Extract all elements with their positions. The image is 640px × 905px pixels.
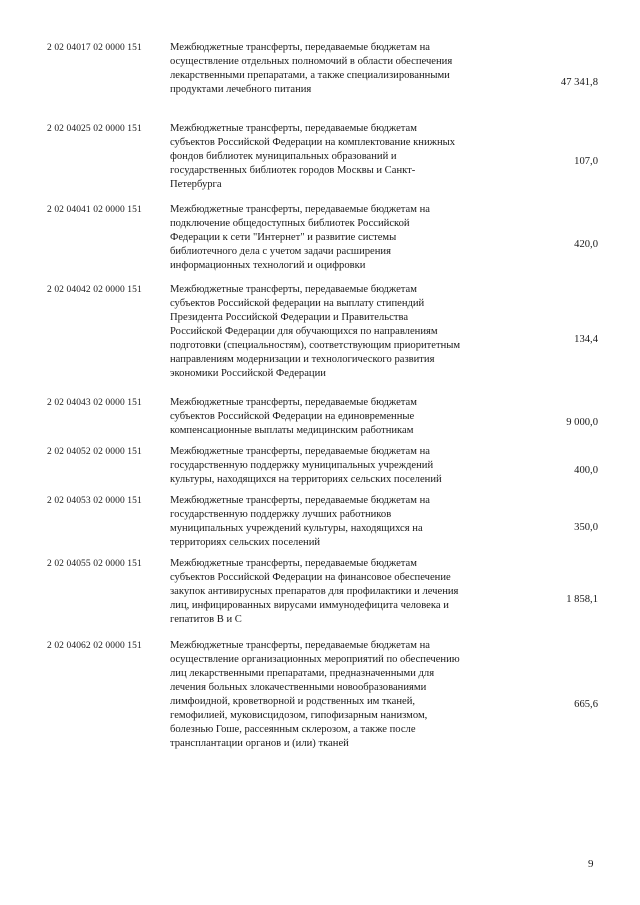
description-line: подготовки (специальностям), соответствующим приоритетным <box>170 340 461 351</box>
row-description <box>170 283 500 381</box>
row-amount: 665,6 <box>574 699 598 710</box>
row-description <box>170 122 500 192</box>
description-line: субъектов Российской Федерации на финансовое обеспечение <box>170 572 451 583</box>
description-line: лекарственными препаратами, а также специализированными <box>170 70 450 81</box>
budget-code: 2 02 04055 02 0000 151 <box>47 559 142 569</box>
description-line: Межбюджетные трансферты, передаваемые бюджетам на <box>170 204 430 215</box>
description-line: подключение общедоступных библиотек Российской <box>170 218 410 229</box>
budget-code: 2 02 04052 02 0000 151 <box>47 447 142 457</box>
description-line: лечения больных злокачественными новообразованиями <box>170 682 427 693</box>
row-amount: 47 341,8 <box>560 77 598 88</box>
description-line: государственную поддержку лучших работников <box>170 509 392 520</box>
description-line: культуры, находящихся на территориях сельских поселений <box>170 474 442 485</box>
row-description <box>170 203 500 273</box>
row-description <box>170 445 500 487</box>
row-description <box>170 494 500 550</box>
description-line: Межбюджетные трансферты, передаваемые бюджетам <box>170 558 417 569</box>
row-description <box>170 639 500 751</box>
description-line: субъектов Российской Федерации на комплектование книжных <box>170 137 456 148</box>
budget-code: 2 02 04062 02 0000 151 <box>47 641 142 651</box>
description-line: компенсационные выплаты медицинским работникам <box>170 425 414 436</box>
description-line: гемофилией, муковисцидозом, гипофизарным нанизмом, <box>170 710 428 721</box>
description-line: Межбюджетные трансферты, передаваемые бюджетам <box>170 123 417 134</box>
description-line: экономики Российской Федерации <box>170 368 326 379</box>
budget-code: 2 02 04053 02 0000 151 <box>47 496 142 506</box>
description-line: государственную поддержку муниципальных учреждений <box>170 460 434 471</box>
description-line: Межбюджетные трансферты, передаваемые бюджетам <box>170 284 417 295</box>
description-line: муниципальных учреждений культуры, находящихся на <box>170 523 423 534</box>
budget-code: 2 02 04017 02 0000 151 <box>47 43 142 53</box>
row-amount: 1 858,1 <box>566 594 598 605</box>
row-amount: 107,0 <box>574 156 598 167</box>
row-amount: 350,0 <box>574 522 598 533</box>
description-line: лиц, инфицированных вирусами иммунодефицита человека и <box>170 600 449 611</box>
description-line: трансплантации органов и (или) тканей <box>170 738 349 749</box>
description-line: осуществление отдельных полномочий в области обеспечения <box>170 56 453 67</box>
description-line: гепатитов В и С <box>170 614 242 625</box>
row-amount: 134,4 <box>574 334 598 345</box>
description-line: направлениям модернизации и технологического развития <box>170 354 435 365</box>
description-line: лимфоидной, кроветворной и родственных им тканей, <box>170 696 416 707</box>
description-line: Межбюджетные трансферты, передаваемые бюджетам <box>170 397 417 408</box>
row-amount: 420,0 <box>574 239 598 250</box>
row-description <box>170 41 500 97</box>
description-line: государственных библиотек городов Москвы и Санкт- <box>170 165 416 176</box>
row-amount: 9 000,0 <box>566 417 598 428</box>
description-line: Российской Федерации для обучающихся по направлениям <box>170 326 438 337</box>
row-amount: 400,0 <box>574 465 598 476</box>
budget-code: 2 02 04025 02 0000 151 <box>47 124 142 134</box>
description-line: болезнью Гоше, рассеянным склерозом, а также после <box>170 724 416 735</box>
description-line: Межбюджетные трансферты, передаваемые бюджетам на <box>170 446 430 457</box>
row-description <box>170 396 500 438</box>
description-line: субъектов Российской федерации на выплату стипендий <box>170 298 425 309</box>
budget-code: 2 02 04041 02 0000 151 <box>47 205 142 215</box>
description-line: Межбюджетные трансферты, передаваемые бюджетам на <box>170 495 430 506</box>
row-description <box>170 557 500 627</box>
budget-code: 2 02 04043 02 0000 151 <box>47 398 142 408</box>
description-line: Межбюджетные трансферты, передаваемые бюджетам на <box>170 640 430 651</box>
description-line: территориях сельских поселений <box>170 537 321 548</box>
description-line: информационных технологий и оцифровки <box>170 260 366 271</box>
description-line: продуктами лечебного питания <box>170 84 312 95</box>
description-line: субъектов Российской Федерации на единовременные <box>170 411 415 422</box>
description-line: Петербурга <box>170 179 222 190</box>
description-line: осуществление организационных мероприятий по обеспечению <box>170 654 460 665</box>
description-line: лиц лекарственными препаратами, предназначенными для <box>170 668 435 679</box>
description-line: Президента Российской Федерации и Правительства <box>170 312 409 323</box>
description-line: Федерации к сети "Интернет" и развитие системы <box>170 232 397 243</box>
budget-code: 2 02 04042 02 0000 151 <box>47 285 142 295</box>
description-line: закупок антивирусных препаратов для профилактики и лечения <box>170 586 459 597</box>
description-line: фондов библиотек муниципальных образований и <box>170 151 397 162</box>
description-line: библиотечного дела с учетом задачи расширения <box>170 246 391 257</box>
page-number: 9 <box>588 858 594 870</box>
description-line: Межбюджетные трансферты, передаваемые бюджетам на <box>170 42 430 53</box>
